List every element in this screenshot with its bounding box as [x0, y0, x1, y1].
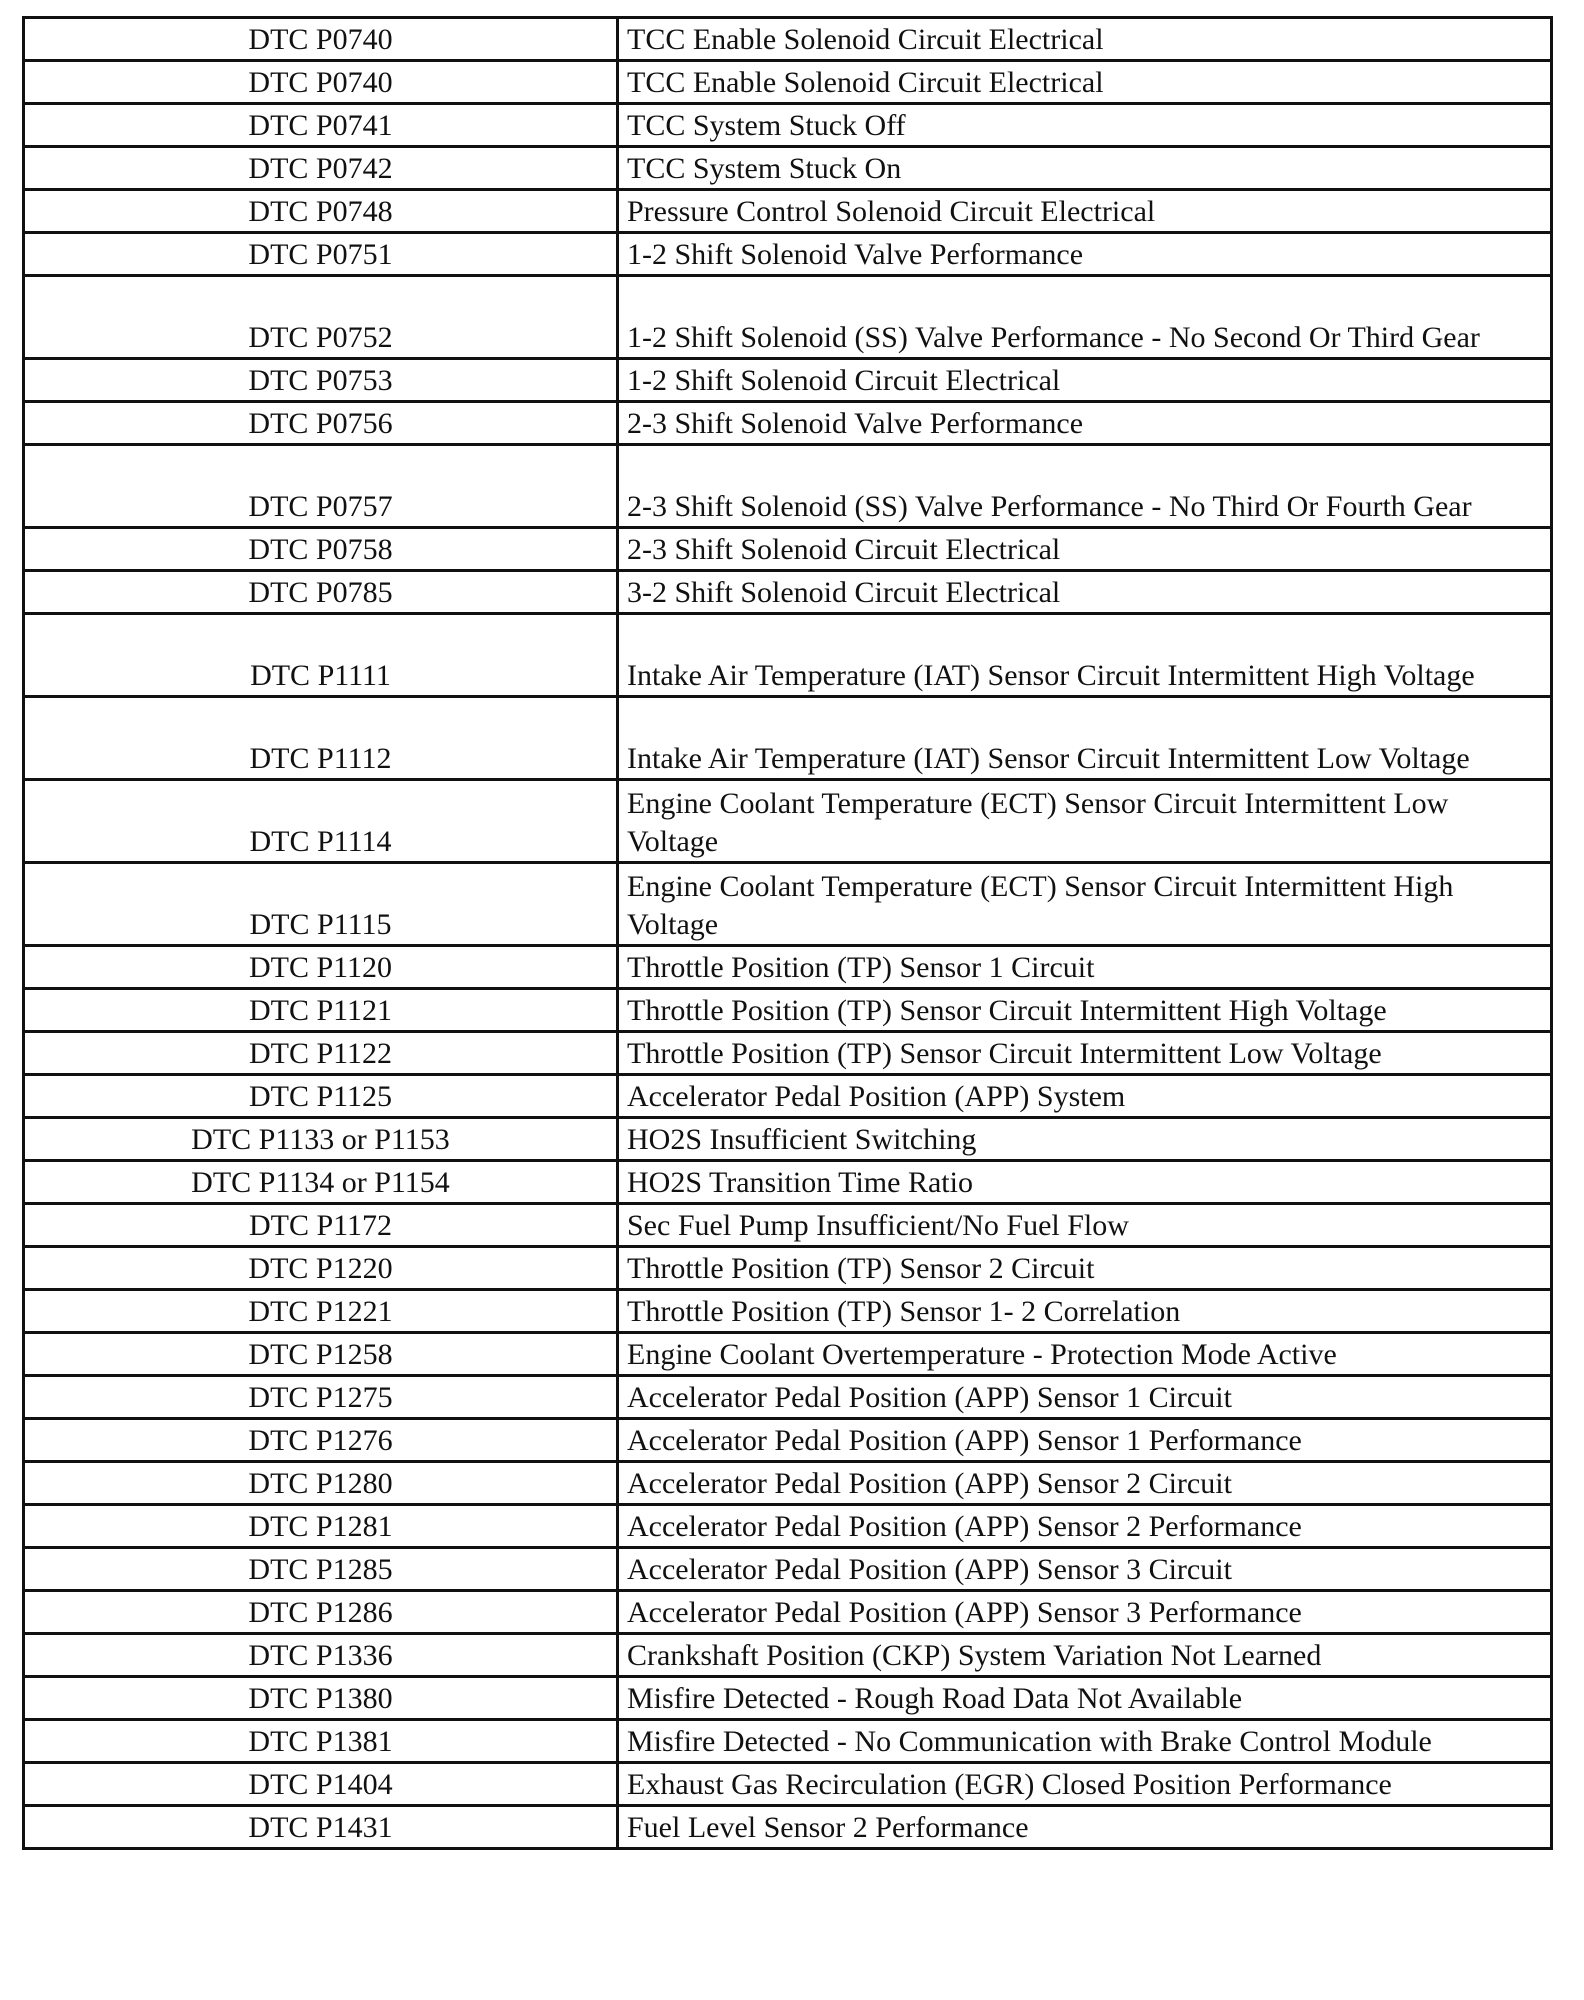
- dtc-code-cell: DTC P1280: [24, 1462, 618, 1505]
- dtc-description-cell: Intake Air Temperature (IAT) Sensor Circuit Intermittent High Voltage: [618, 614, 1552, 697]
- dtc-code-cell: DTC P1112: [24, 697, 618, 780]
- table-row: [24, 1634, 1552, 1677]
- dtc-code-cell: DTC P1286: [24, 1591, 618, 1634]
- dtc-description-cell: Engine Coolant Temperature (ECT) Sensor Circuit Intermittent Low Voltage: [618, 780, 1552, 863]
- table-row: [24, 780, 1552, 863]
- dtc-code-cell: DTC P1220: [24, 1247, 618, 1290]
- dtc-code-cell: DTC P1122: [24, 1032, 618, 1075]
- dtc-code-cell: DTC P0785: [24, 571, 618, 614]
- dtc-code-cell: DTC P0751: [24, 233, 618, 276]
- dtc-code-cell: DTC P0740: [24, 61, 618, 104]
- dtc-description-cell: Fuel Level Sensor 2 Performance: [618, 1806, 1552, 1849]
- dtc-description-cell: Throttle Position (TP) Sensor 1 Circuit: [618, 946, 1552, 989]
- table-row: [24, 1505, 1552, 1548]
- dtc-description-cell: Accelerator Pedal Position (APP) Sensor 1 Circuit: [618, 1376, 1552, 1419]
- dtc-description-cell: Accelerator Pedal Position (APP) System: [618, 1075, 1552, 1118]
- dtc-code-cell: DTC P0752: [24, 276, 618, 359]
- table-row: [24, 1290, 1552, 1333]
- dtc-description-cell: Throttle Position (TP) Sensor Circuit Intermittent High Voltage: [618, 989, 1552, 1032]
- dtc-code-cell: DTC P1133 or P1153: [24, 1118, 618, 1161]
- dtc-description-cell: TCC Enable Solenoid Circuit Electrical: [618, 61, 1552, 104]
- dtc-description-cell: Throttle Position (TP) Sensor 2 Circuit: [618, 1247, 1552, 1290]
- dtc-code-cell: DTC P1120: [24, 946, 618, 989]
- dtc-description-cell: HO2S Insufficient Switching: [618, 1118, 1552, 1161]
- dtc-description-cell: Accelerator Pedal Position (APP) Sensor 2 Circuit: [618, 1462, 1552, 1505]
- table-row: [24, 104, 1552, 147]
- dtc-description-cell: Engine Coolant Overtemperature - Protection Mode Active: [618, 1333, 1552, 1376]
- dtc-code-cell: DTC P1134 or P1154: [24, 1161, 618, 1204]
- table-row: [24, 402, 1552, 445]
- table-row: [24, 989, 1552, 1032]
- dtc-code-cell: DTC P1172: [24, 1204, 618, 1247]
- table-row: [24, 1677, 1552, 1720]
- dtc-code-cell: DTC P1111: [24, 614, 618, 697]
- dtc-code-cell: DTC P1114: [24, 780, 618, 863]
- dtc-description-cell: Engine Coolant Temperature (ECT) Sensor Circuit Intermittent High Voltage: [618, 863, 1552, 946]
- dtc-description-cell: 2-3 Shift Solenoid Circuit Electrical: [618, 528, 1552, 571]
- dtc-description-cell: Accelerator Pedal Position (APP) Sensor 2 Performance: [618, 1505, 1552, 1548]
- dtc-description-cell: Accelerator Pedal Position (APP) Sensor 1 Performance: [618, 1419, 1552, 1462]
- table-row: [24, 359, 1552, 402]
- dtc-description-cell: Crankshaft Position (CKP) System Variation Not Learned: [618, 1634, 1552, 1677]
- table-row: [24, 1333, 1552, 1376]
- dtc-description-cell: Intake Air Temperature (IAT) Sensor Circuit Intermittent Low Voltage: [618, 697, 1552, 780]
- dtc-code-cell: DTC P1381: [24, 1720, 618, 1763]
- dtc-description-cell: Accelerator Pedal Position (APP) Sensor 3 Performance: [618, 1591, 1552, 1634]
- dtc-code-cell: DTC P0741: [24, 104, 618, 147]
- table-row: [24, 18, 1552, 61]
- dtc-description-cell: Misfire Detected - Rough Road Data Not Available: [618, 1677, 1552, 1720]
- dtc-code-cell: DTC P0758: [24, 528, 618, 571]
- table-row: [24, 1806, 1552, 1849]
- table-row: [24, 1419, 1552, 1462]
- table-row: [24, 571, 1552, 614]
- dtc-description-cell: Throttle Position (TP) Sensor Circuit Intermittent Low Voltage: [618, 1032, 1552, 1075]
- table-row: [24, 1075, 1552, 1118]
- dtc-description-cell: 2-3 Shift Solenoid Valve Performance: [618, 402, 1552, 445]
- table-row: [24, 190, 1552, 233]
- table-row: [24, 528, 1552, 571]
- table-row: [24, 1548, 1552, 1591]
- table-row: [24, 1247, 1552, 1290]
- dtc-code-cell: DTC P1258: [24, 1333, 618, 1376]
- dtc-code-cell: DTC P1281: [24, 1505, 618, 1548]
- table-row: [24, 614, 1552, 697]
- table-row: [24, 1161, 1552, 1204]
- dtc-description-cell: Misfire Detected - No Communication with Brake Control Module: [618, 1720, 1552, 1763]
- dtc-description-cell: Exhaust Gas Recirculation (EGR) Closed Position Performance: [618, 1763, 1552, 1806]
- dtc-description-cell: Pressure Control Solenoid Circuit Electrical: [618, 190, 1552, 233]
- table-row: [24, 697, 1552, 780]
- table-row: [24, 1763, 1552, 1806]
- dtc-description-cell: Sec Fuel Pump Insufficient/No Fuel Flow: [618, 1204, 1552, 1247]
- dtc-description-cell: Throttle Position (TP) Sensor 1- 2 Correlation: [618, 1290, 1552, 1333]
- dtc-code-cell: DTC P0742: [24, 147, 618, 190]
- dtc-description-cell: TCC System Stuck On: [618, 147, 1552, 190]
- dtc-code-cell: DTC P1336: [24, 1634, 618, 1677]
- dtc-code-cell: DTC P0757: [24, 445, 618, 528]
- dtc-code-cell: DTC P0748: [24, 190, 618, 233]
- dtc-description-cell: 1-2 Shift Solenoid (SS) Valve Performance - No Second Or Third Gear: [618, 276, 1552, 359]
- table-row: [24, 1376, 1552, 1419]
- dtc-description-cell: 2-3 Shift Solenoid (SS) Valve Performance - No Third Or Fourth Gear: [618, 445, 1552, 528]
- dtc-code-cell: DTC P1276: [24, 1419, 618, 1462]
- table-row: [24, 1591, 1552, 1634]
- table-row: [24, 1204, 1552, 1247]
- dtc-description-cell: TCC System Stuck Off: [618, 104, 1552, 147]
- dtc-description-cell: 3-2 Shift Solenoid Circuit Electrical: [618, 571, 1552, 614]
- dtc-description-cell: 1-2 Shift Solenoid Circuit Electrical: [618, 359, 1552, 402]
- table-row: [24, 61, 1552, 104]
- dtc-code-cell: DTC P1404: [24, 1763, 618, 1806]
- table-row: [24, 276, 1552, 359]
- dtc-description-cell: 1-2 Shift Solenoid Valve Performance: [618, 233, 1552, 276]
- dtc-code-cell: DTC P1275: [24, 1376, 618, 1419]
- dtc-code-cell: DTC P0756: [24, 402, 618, 445]
- table-row: [24, 147, 1552, 190]
- dtc-code-cell: DTC P0740: [24, 18, 618, 61]
- dtc-code-cell: DTC P1380: [24, 1677, 618, 1720]
- table-row: [24, 1720, 1552, 1763]
- dtc-code-cell: DTC P0753: [24, 359, 618, 402]
- dtc-table: [22, 16, 1553, 1850]
- dtc-description-cell: Accelerator Pedal Position (APP) Sensor 3 Circuit: [618, 1548, 1552, 1591]
- table-row: [24, 1032, 1552, 1075]
- dtc-code-cell: DTC P1431: [24, 1806, 618, 1849]
- dtc-description-cell: TCC Enable Solenoid Circuit Electrical: [618, 18, 1552, 61]
- table-row: [24, 1462, 1552, 1505]
- dtc-table-body: [24, 18, 1552, 1849]
- dtc-code-cell: DTC P1125: [24, 1075, 618, 1118]
- table-row: [24, 445, 1552, 528]
- table-row: [24, 946, 1552, 989]
- document-page: [22, 16, 1550, 1850]
- table-row: [24, 863, 1552, 946]
- dtc-code-cell: DTC P1121: [24, 989, 618, 1032]
- table-row: [24, 1118, 1552, 1161]
- dtc-code-cell: DTC P1221: [24, 1290, 618, 1333]
- table-row: [24, 233, 1552, 276]
- dtc-code-cell: DTC P1285: [24, 1548, 618, 1591]
- dtc-description-cell: HO2S Transition Time Ratio: [618, 1161, 1552, 1204]
- dtc-code-cell: DTC P1115: [24, 863, 618, 946]
